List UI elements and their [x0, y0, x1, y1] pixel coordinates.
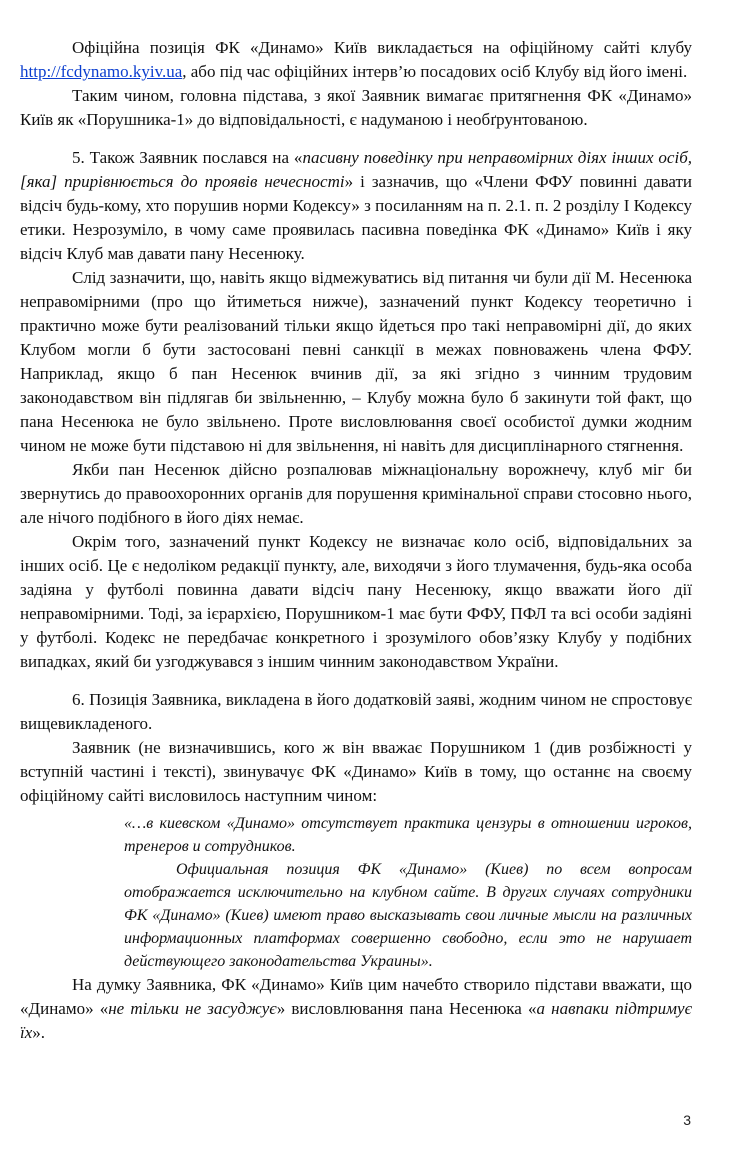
paragraph-text: Офіційна позиція ФК «Динамо» Київ викладається на офіційному сайті клубу: [72, 38, 692, 57]
paragraph-code-scope: Окрім того, зазначений пункт Кодексу не визначає коло осіб, відповідальних за інших осіб. Це є недоліком редакції пункту, але, виходячи з його тлумачення, будь-яка особа задіяна у футболі повинна давати відсіч пану Несенюку, якщо вважати його дії неправомірними. Тоді, за ієрархією, Порушником-1 має бути ФФУ, ПФЛ та всі особи задіяні у футболі. Кодекс не передбачає конкретного і зрозумілого обов’язку Клубу у подібних випадках, який би узгоджувався з іншим чинним законодавством України.: [20, 532, 692, 671]
paragraph-text: На думку Заявника, ФК «Динамо» Київ цим начебто створило підстави вважати, що «Динамо» «: [20, 975, 692, 1018]
club-website-link[interactable]: http://fcdynamo.kyiv.ua: [20, 62, 183, 81]
paragraph-text: » висловлювання пана Несенюка «: [276, 999, 537, 1018]
paragraph-conclusion: Таким чином, головна підстава, з якої Заявник вимагає притягнення ФК «Динамо» Київ як «Порушника-1» до відповідальності, є надуманою і необґрунтованою.: [20, 86, 692, 129]
quote-paragraph-1: «…в киевском «Динамо» отсутствует практика цензуры в отношении игроков, тренеров и сотрудников.: [124, 815, 692, 855]
paragraph-point-5: [20, 146, 692, 266]
paragraph-text: 5. Також Заявник послався на «: [72, 148, 303, 167]
paragraph-point-6: 6. Позиція Заявника, викладена в його додатковій заяві, жодним чином не спростовує вищевикладеного.: [20, 690, 692, 733]
paragraph-claimant-opinion: [20, 973, 692, 1045]
paragraph-text: , або під час офіційних інтерв’ю посадових осіб Клубу від його імені.: [182, 62, 688, 81]
paragraph-official-position: [20, 36, 692, 84]
paragraph-hypothetical: Якби пан Несенюк дійсно розпалював міжнаціональну ворожнечу, клуб міг би звернутись до правоохоронних органів для порушення кримінальної справи стосовно нього, але нічого подібного в його діях немає.: [20, 460, 692, 527]
italic-quote: пасивну поведінку при неправомірних діях інших осіб, [яка] прирівнюється до проявів нечесності: [20, 148, 692, 191]
paragraph-text: » і зазначив, що «Члени ФФУ повинні давати відсіч будь-кому, хто порушив норми Кодексу» з посиланням на п. 2.1. п. 2 розділу І Кодексу етики. Незрозуміло, в чому саме проявилась пасивна поведінка ФК «Динамо» Київ і яку відсіч Клуб мав давати пану Несенюку.: [20, 172, 693, 263]
document-body: [20, 36, 692, 1045]
paragraph-text: ».: [32, 1023, 46, 1042]
italic-quote: а навпаки підтримує їх: [20, 999, 692, 1042]
paragraph-claimant-accusation: Заявник (не визначившись, кого ж він вважає Порушником 1 (див розбіжності у вступній частині і тексті), звинувачує ФК «Динамо» Київ в тому, що останнє на своєму офіційному сайті висловилось наступним чином:: [20, 738, 692, 805]
quote-text: Официальная позиция ФК «Динамо» (Киев) по всем вопросам отображается исключительно на клубном сайте. В других случаях сотрудники ФК «Динамо» (Киев) имеют право высказывать свои личные мысли на различных информационных платформах совершенно свободно, если это не нарушает действующего законодательства Украины».: [124, 861, 692, 970]
italic-quote: не тільки не засуджує: [108, 999, 277, 1018]
quote-paragraph-2: [124, 858, 692, 973]
paragraph-note: Слід зазначити, що, навіть якщо відмежуватись від питання чи були дії М. Несенюка неправомірними (про що йтиметься нижче), зазначений пункт Кодексу теоретично і практично може бути реалізований тільки якщо йдеться про такі неправомірні дії, до яких Клубом могли б бути застосовані певні санкції в межах повноважень члена ФФУ. Наприклад, якщо б пан Несенюк вчинив дії, за які згідно з чинним трудовим законодавством він підлягав би звільненню, – Клубу можна було б закинути той факт, що пана Несенюка не було звільнено. Проте висловлювання своєї особистої думки жодним чином не може бути підставою ні для звільнення, ні навіть для дисциплінарного стягнення.: [20, 268, 692, 455]
page-number: 3: [683, 1112, 691, 1128]
